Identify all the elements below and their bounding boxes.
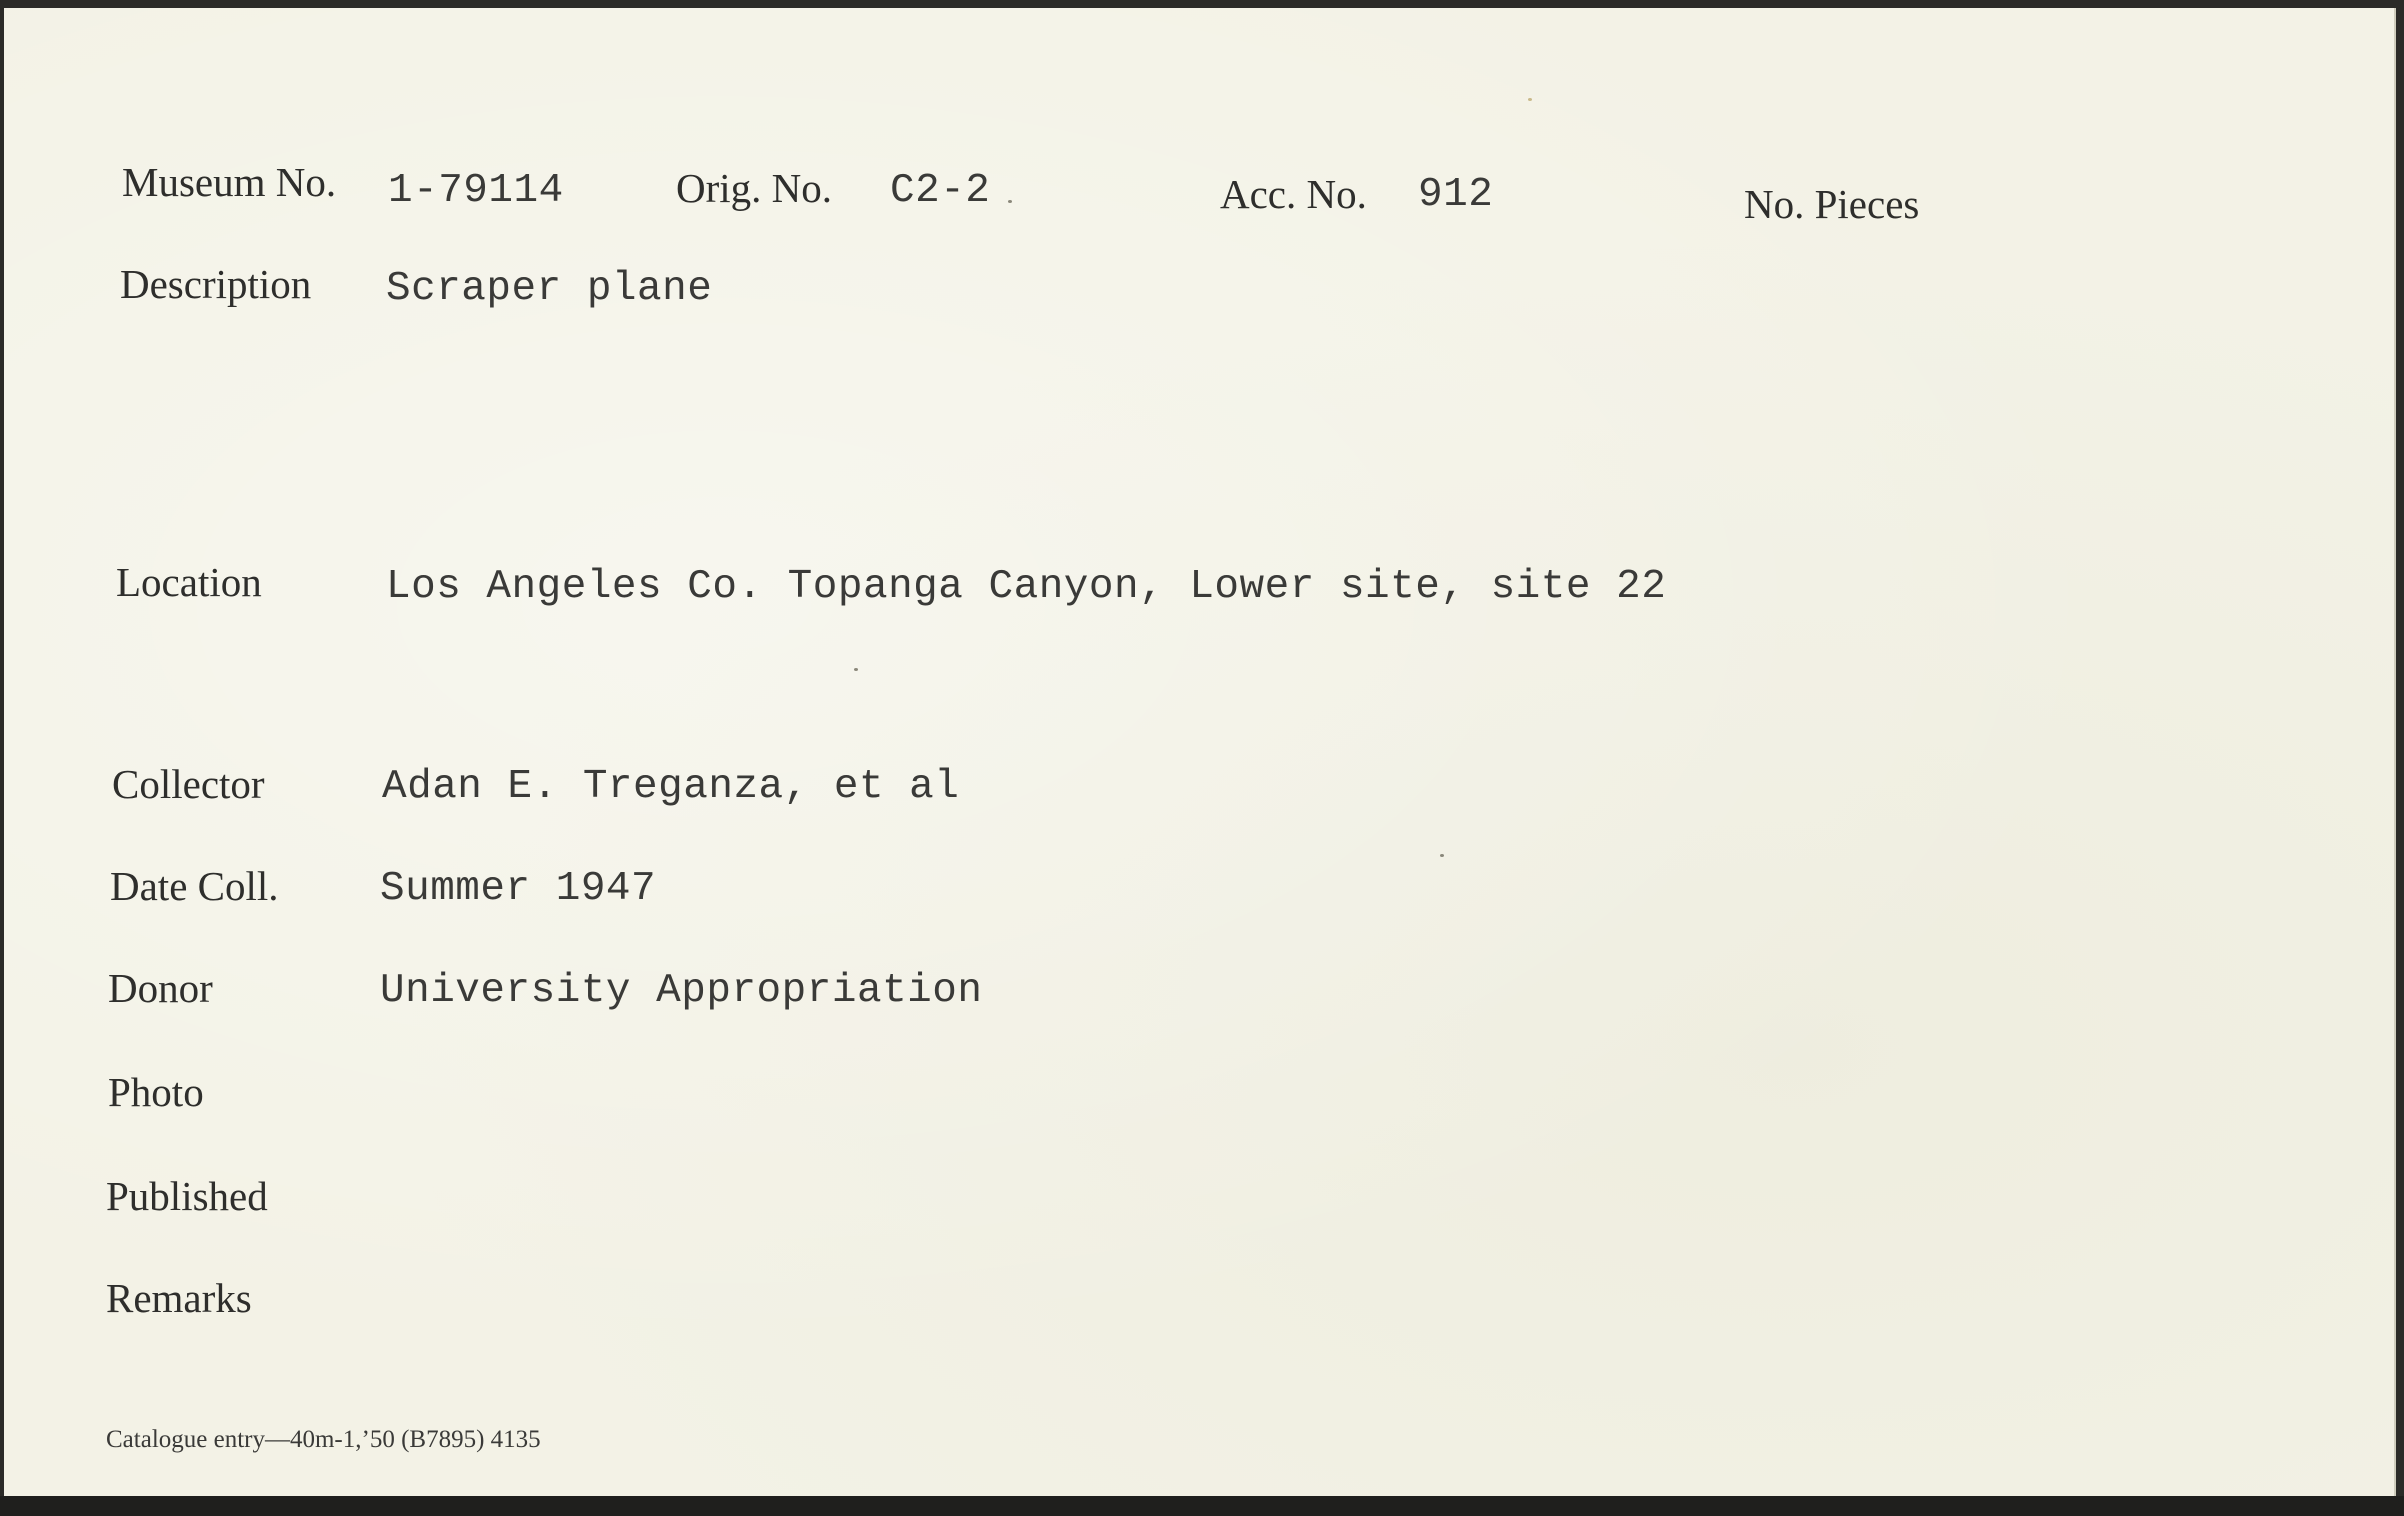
remarks-label: Remarks xyxy=(106,1275,252,1321)
date-coll-label: Date Coll. xyxy=(110,863,279,909)
paper-speck xyxy=(1008,200,1012,203)
catalogue-footer: Catalogue entry—40m-1,’50 (B7895) 4135 xyxy=(106,1426,541,1453)
orig-no-label: Orig. No. xyxy=(676,165,833,211)
museum-no-label: Museum No. xyxy=(122,159,337,205)
donor-label: Donor xyxy=(108,965,213,1011)
paper-speck xyxy=(1528,98,1532,101)
orig-no-value: C2-2 xyxy=(890,168,991,214)
description-label: Description xyxy=(120,261,312,307)
acc-no-value: 912 xyxy=(1418,172,1494,218)
museum-no-value: 1-79114 xyxy=(388,168,564,214)
description-value: Scraper plane xyxy=(386,266,713,312)
paper-speck xyxy=(854,668,858,671)
acc-no-label: Acc. No. xyxy=(1220,171,1367,217)
card-bottom-edge xyxy=(0,1496,2404,1516)
catalogue-card xyxy=(4,8,2396,1496)
date-coll-value: Summer 1947 xyxy=(380,866,657,912)
location-label: Location xyxy=(116,559,262,605)
photo-label: Photo xyxy=(108,1069,204,1115)
no-pieces-label: No. Pieces xyxy=(1744,181,1920,227)
paper-speck xyxy=(1440,854,1444,857)
published-label: Published xyxy=(106,1173,268,1219)
donor-value: University Appropriation xyxy=(380,968,983,1014)
collector-label: Collector xyxy=(112,761,265,807)
collector-value: Adan E. Treganza, et al xyxy=(382,764,960,810)
location-value: Los Angeles Co. Topanga Canyon, Lower site, site 22 xyxy=(386,564,1667,610)
